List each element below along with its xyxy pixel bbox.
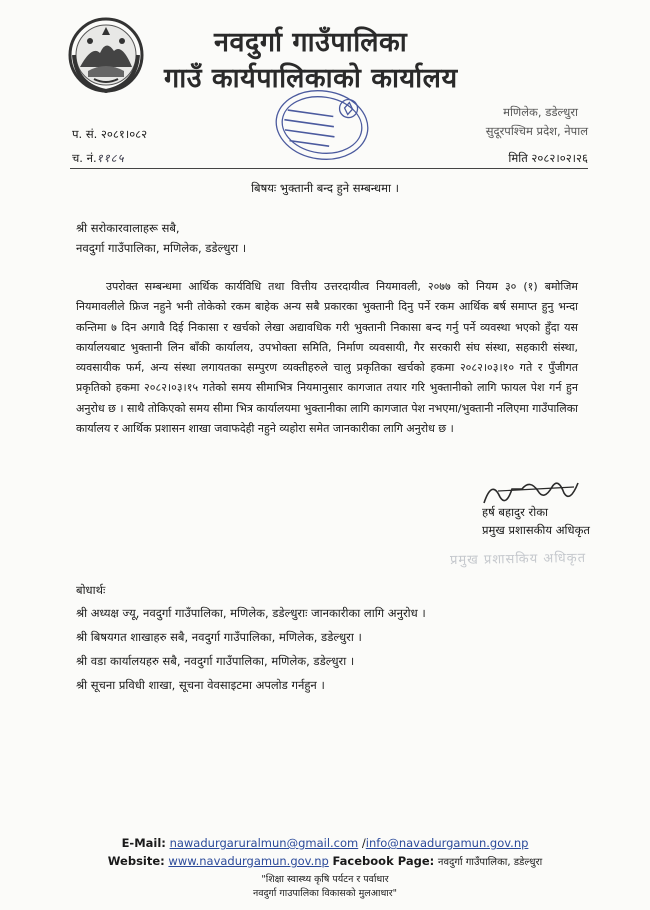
dispatch-value: ११८५ xyxy=(96,151,125,165)
email-label: E-Mail: xyxy=(121,836,166,850)
email-separator: / xyxy=(358,836,366,850)
cc-item: श्री अध्यक्ष ज्यू, नवदुर्गा गाउँपालिका, मणिलेक, डडेल्धुराः जानकारीका लागि अनुरोध । xyxy=(76,606,426,620)
letter-date: मिति २०८२।०२।२६ xyxy=(508,151,588,165)
email-link-gmail[interactable]: nawadurgaruralmun@gmail.com xyxy=(169,836,359,850)
cc-heading: बोधार्थः xyxy=(76,583,106,597)
facebook-page: नवदुर्गा गाउँपालिका, डडेल्धुरा xyxy=(437,857,543,868)
dispatch-label: च. नं. xyxy=(72,151,97,165)
facebook-label: Facebook Page: xyxy=(332,854,435,868)
address-line1: मणिलेक, डडेल्धुरा xyxy=(503,105,578,119)
office-stamp xyxy=(272,85,372,165)
footer-slogan-line1: "शिक्षा स्वास्थ्य कृषि पर्यटन र पर्वाधार xyxy=(261,874,389,885)
signatory-title: प्रमुख प्रशासकीय अधिकृत xyxy=(482,523,590,537)
email-link-info[interactable]: info@navadurgamun.gov.np xyxy=(365,836,529,850)
recipient-line1: श्री सरोकारवालाहरू सबै, xyxy=(76,221,180,235)
website-label: Website: xyxy=(107,854,165,868)
reference-number: प. सं. २०८१।०८२ xyxy=(72,127,148,141)
cc-item: श्री बिषयगत शाखाहरु सबै, नवदुर्गा गाउँपालिका, मणिलेक, डडेल्धुरा । xyxy=(76,630,362,644)
letter-subject: बिषयः भुक्तानी बन्द हुने सम्बन्धमा । xyxy=(251,181,399,195)
website-link[interactable]: www.navadurgamun.gov.np xyxy=(168,854,329,868)
recipient-line2: नवदुर्गा गाउँपालिका, मणिलेक, डडेल्धुरा । xyxy=(76,241,247,255)
letter-body: उपरोक्त सम्बन्धमा आर्थिक कार्यविधि तथा वित्तीय उत्तरदायीत्व नियमावली, २०७७ को नियम ३० (१) बमोजिम नियमावलीले फ्रिज नहुने भनी तोकेको रकम बाहेक अन्य सबै प्रकारका भुक्तानी दिनु पर्ने रकम आर्थिक बर्ष समाप्त हुनु भन्दा कन्तिमा ७ दिन अगावै दिई निकासा र खर्चको लेखा अद्यावधिक गरी भुक्तानी निकासा बन्द गर्नु पर्ने व्यवस्था भएको हुँदा यस कार्यालयबाट भुक्तानी लिन बाँकी कार्यालय, उपभोक्ता समिति, निर्माण व्यवसायी, गैर सरकारी संघ संस्था, सहकारी संस्था, व्यवसायीक फर्म, अन्य संस्था लगायतका सम्पुरण व्यक्तीहरुले चालु प्रकृतिका खर्चको हकमा २०८२।०३।१० गते र पुँजीगत प्रकृतिको हकमा २०८२।०३।१५ गतेको समय सीमाभित्र नियमानुसार कागजात तयार गरि भुक्तानीको लागि फायल पेश गर्न हुन अनुरोध छ । साथै तोकिएको समय सीमा भित्र कार्यालयमा भुक्तानीका लागि कागजात पेश नभएमा/भुक्तानी नलिएमा गाउँपालिका कार्यालय र आर्थिक प्रशासन शाखा जवाफदेही नहुने व्यहोरा समेत जानकारीका लागि अनुरोध छ । xyxy=(76,280,578,436)
address-line2: सुदूरपश्चिम प्रदेश, नेपाल xyxy=(485,124,588,138)
footer-web-line xyxy=(0,854,650,868)
office-title-line1: नवदुर्गा गाउँपालिका xyxy=(214,27,408,58)
cc-item: श्री सूचना प्रविधी शाखा, सूचना वेवसाइटमा अपलोड गर्नहुन । xyxy=(76,678,325,692)
cc-item: श्री वडा कार्यालयहरु सबै, नवदुर्गा गाउँपालिका, मणिलेक, डडेल्धुरा । xyxy=(76,654,355,668)
dispatch-number xyxy=(72,151,125,166)
nepal-government-emblem xyxy=(66,15,146,95)
footer-email-line xyxy=(0,836,650,850)
header-divider xyxy=(70,168,588,169)
footer-slogan-line2: नवदुर्गा गाउपालिका विकासको मुलआधार" xyxy=(252,888,398,899)
designation-stamp: प्रमुख प्रशासकिय अधिकृत xyxy=(449,550,587,569)
office-title-line2: गाउँ कार्यपालिकाको कार्यालय xyxy=(164,63,458,94)
signatory-name: हर्ष बहादुर रोका xyxy=(482,505,549,519)
